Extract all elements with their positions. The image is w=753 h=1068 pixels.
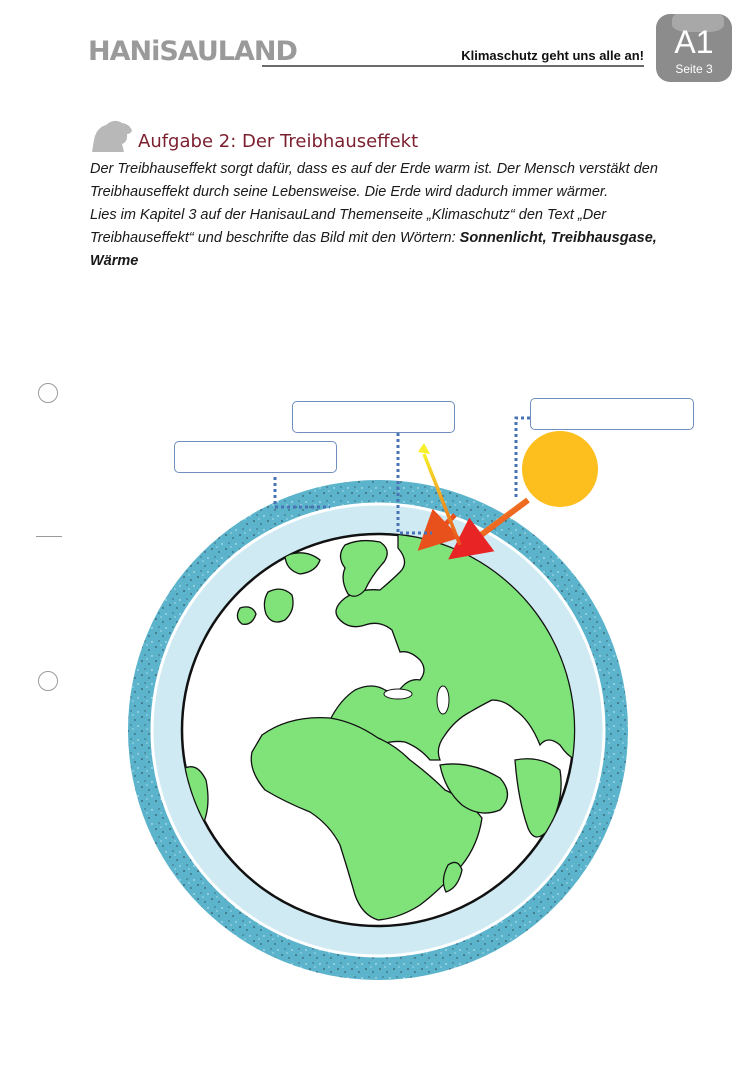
word-list: Sonnenlicht, Treibhausgase, Wärme	[90, 230, 657, 269]
heat-arrow-up-head	[418, 443, 430, 454]
label-box-middle[interactable]	[292, 401, 455, 433]
badge-page-number: Seite 3	[675, 62, 713, 76]
intro-paragraph: Der Treibhauseffekt sorgt dafür, dass es auf der Erde warm ist. Der Mensch verstäkt den Treibhauseffekt durch seine Lebensweise. Die Erde wird dadurch immer wärmer.	[90, 161, 658, 200]
label-box-right[interactable]	[530, 398, 694, 430]
hanisauland-logo: HANiSAULAND	[88, 36, 297, 67]
sun	[522, 431, 598, 507]
label-box-left[interactable]	[174, 441, 337, 473]
task-heading: Aufgabe 2: Der Treibhauseffekt	[138, 131, 419, 152]
instruction-text: Lies im Kapitel 3 auf der HanisauLand Themenseite „Klimaschutz“ den Text „Der Treibhauseffekt“ und beschrifte das Bild mit den Wörtern:	[90, 207, 607, 246]
caspian-sea	[437, 686, 449, 714]
badge-level: A1	[674, 24, 714, 60]
worksheet-title: Klimaschutz geht uns alle an!	[461, 48, 644, 63]
black-sea	[384, 689, 412, 699]
